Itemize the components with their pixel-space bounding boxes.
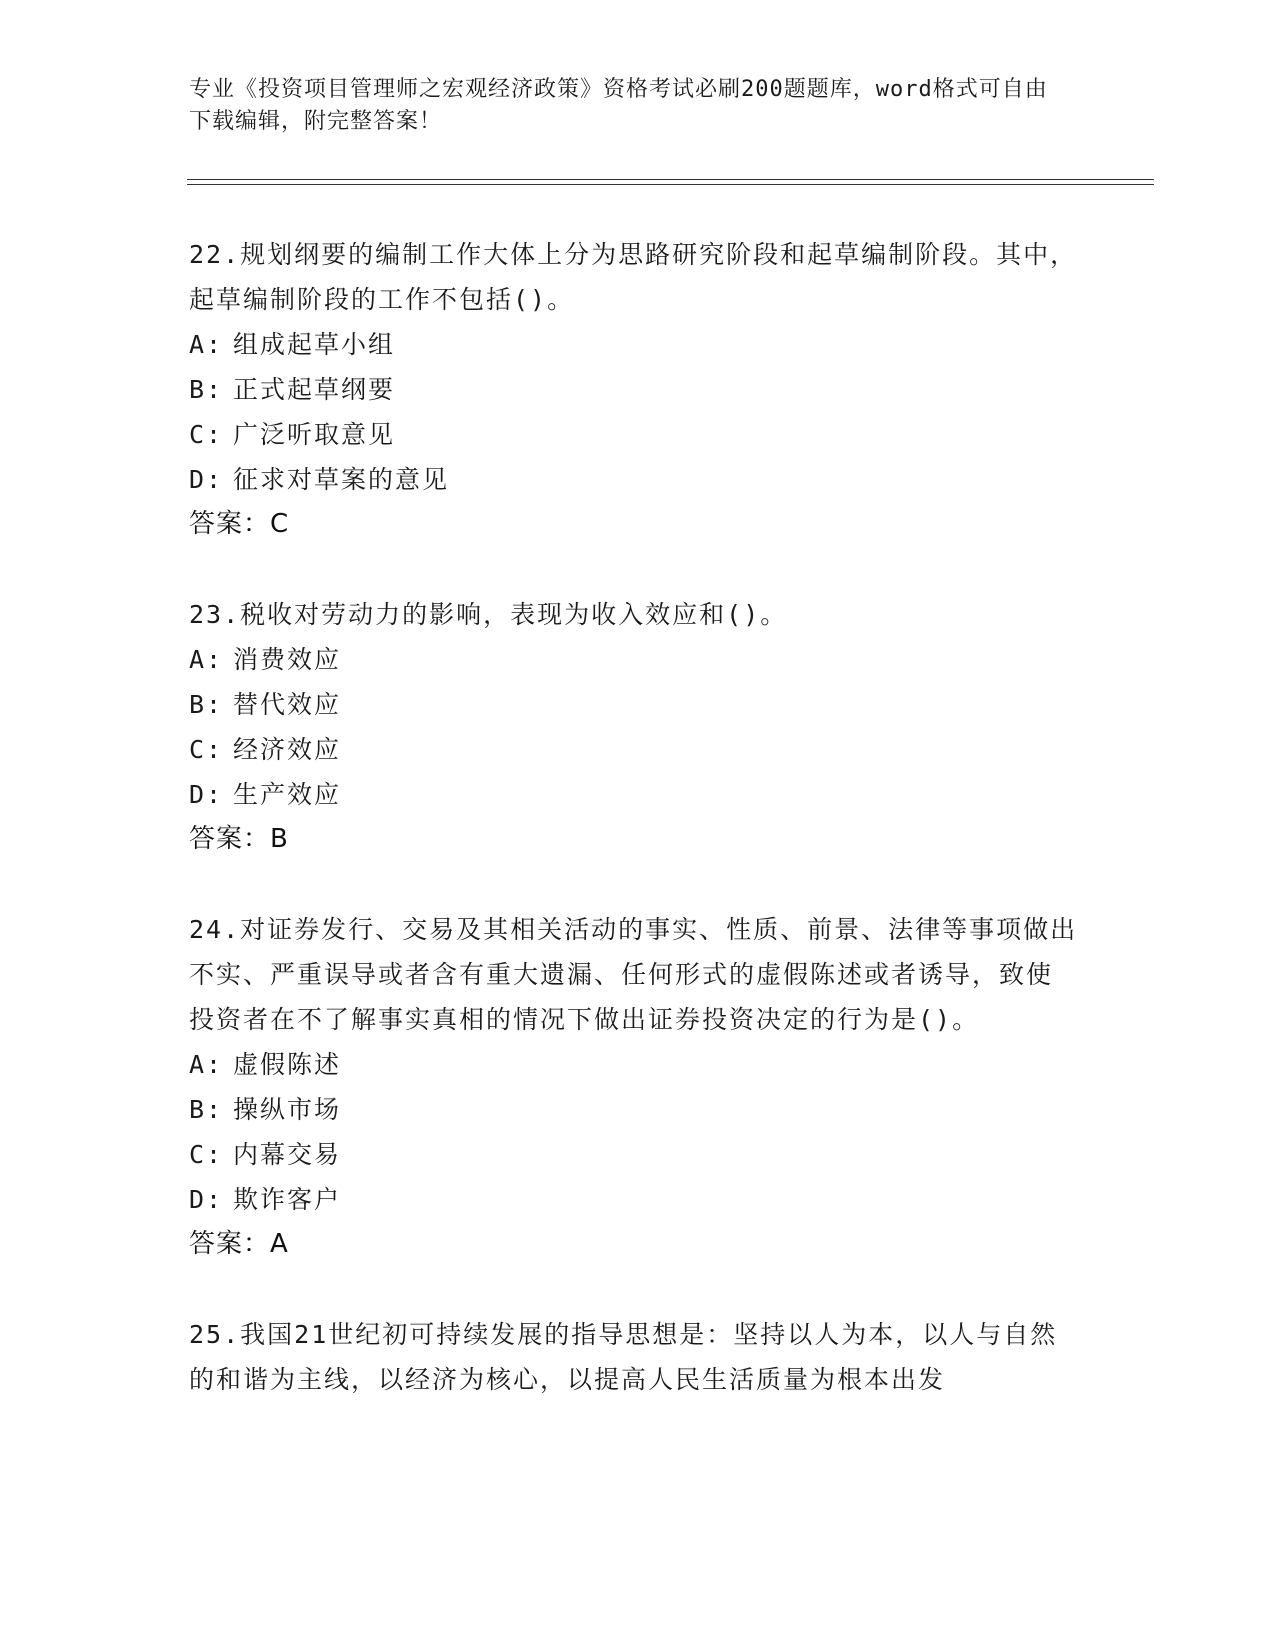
answer-line bbox=[189, 1222, 1079, 1267]
question-text bbox=[189, 232, 1079, 322]
option-key: A: bbox=[189, 1050, 224, 1079]
option-text: 组成起草小组 bbox=[233, 330, 396, 359]
option-key: D: bbox=[189, 465, 224, 494]
option-c bbox=[189, 727, 1079, 772]
option-text: 正式起草纲要 bbox=[233, 375, 396, 404]
option-text: 虚假陈述 bbox=[233, 1050, 342, 1079]
answer-value: A bbox=[270, 1229, 289, 1259]
question-body: 规划纲要的编制工作大体上分为思路研究阶段和起草编制阶段。其中，起草编制阶段的工作不包括()。 bbox=[189, 240, 1078, 314]
answer-line bbox=[189, 502, 1079, 547]
option-b bbox=[189, 1087, 1079, 1132]
option-key: A: bbox=[189, 330, 224, 359]
option-text: 替代效应 bbox=[233, 690, 342, 719]
question-number: 25. bbox=[189, 1320, 241, 1349]
question-number: 24. bbox=[189, 915, 241, 944]
option-key: B: bbox=[189, 1095, 224, 1124]
option-key: B: bbox=[189, 375, 224, 404]
option-text: 经济效应 bbox=[233, 735, 342, 764]
option-a bbox=[189, 322, 1079, 367]
question-23 bbox=[189, 592, 1079, 862]
question-number: 22. bbox=[189, 240, 241, 269]
option-key: B: bbox=[189, 690, 224, 719]
option-d bbox=[189, 772, 1079, 817]
option-text: 生产效应 bbox=[233, 780, 342, 809]
answer-value: C bbox=[270, 509, 290, 539]
option-text: 广泛听取意见 bbox=[233, 420, 396, 449]
question-body: 税收对劳动力的影响，表现为收入效应和()。 bbox=[240, 600, 788, 629]
option-b bbox=[189, 367, 1079, 412]
question-text bbox=[189, 907, 1079, 1042]
option-a bbox=[189, 637, 1079, 682]
option-text: 操纵市场 bbox=[233, 1095, 342, 1124]
question-text bbox=[189, 1312, 1079, 1402]
option-key: D: bbox=[189, 1185, 224, 1214]
option-key: C: bbox=[189, 735, 224, 764]
header-divider bbox=[187, 179, 1154, 185]
option-key: D: bbox=[189, 780, 224, 809]
question-text bbox=[189, 592, 1079, 637]
question-number: 23. bbox=[189, 600, 241, 629]
option-a bbox=[189, 1042, 1079, 1087]
option-b bbox=[189, 682, 1079, 727]
option-d bbox=[189, 1177, 1079, 1222]
question-body: 对证券发行、交易及其相关活动的事实、性质、前景、法律等事项做出不实、严重误导或者含有重大遗漏、任何形式的虚假陈述或者诱导，致使投资者在不了解事实真相的情况下做出证券投资决定的行为是()。 bbox=[189, 915, 1078, 1034]
question-24 bbox=[189, 907, 1079, 1267]
answer-label: 答案： bbox=[189, 1229, 271, 1259]
option-c bbox=[189, 412, 1079, 457]
option-c bbox=[189, 1132, 1079, 1177]
option-text: 征求对草案的意见 bbox=[233, 465, 450, 494]
answer-label: 答案： bbox=[189, 824, 271, 854]
option-text: 消费效应 bbox=[233, 645, 342, 674]
option-key: C: bbox=[189, 1140, 224, 1169]
answer-label: 答案： bbox=[189, 509, 271, 539]
question-22 bbox=[189, 232, 1079, 547]
option-text: 欺诈客户 bbox=[233, 1185, 342, 1214]
option-key: C: bbox=[189, 420, 224, 449]
option-text: 内幕交易 bbox=[233, 1140, 342, 1169]
question-body: 我国21世纪初可持续发展的指导思想是：坚持以人为本，以人与自然的和谐为主线，以经济为核心，以提高人民生活质量为根本出发 bbox=[189, 1320, 1058, 1394]
question-25 bbox=[189, 1312, 1079, 1402]
option-d bbox=[189, 457, 1079, 502]
answer-line bbox=[189, 817, 1079, 862]
option-key: A: bbox=[189, 645, 224, 674]
question-list bbox=[189, 232, 1079, 1447]
document-header: 专业《投资项目管理师之宏观经济政策》资格考试必刷200题题库，word格式可自由下载编辑，附完整答案！ bbox=[189, 77, 1048, 134]
answer-value: B bbox=[270, 824, 289, 854]
